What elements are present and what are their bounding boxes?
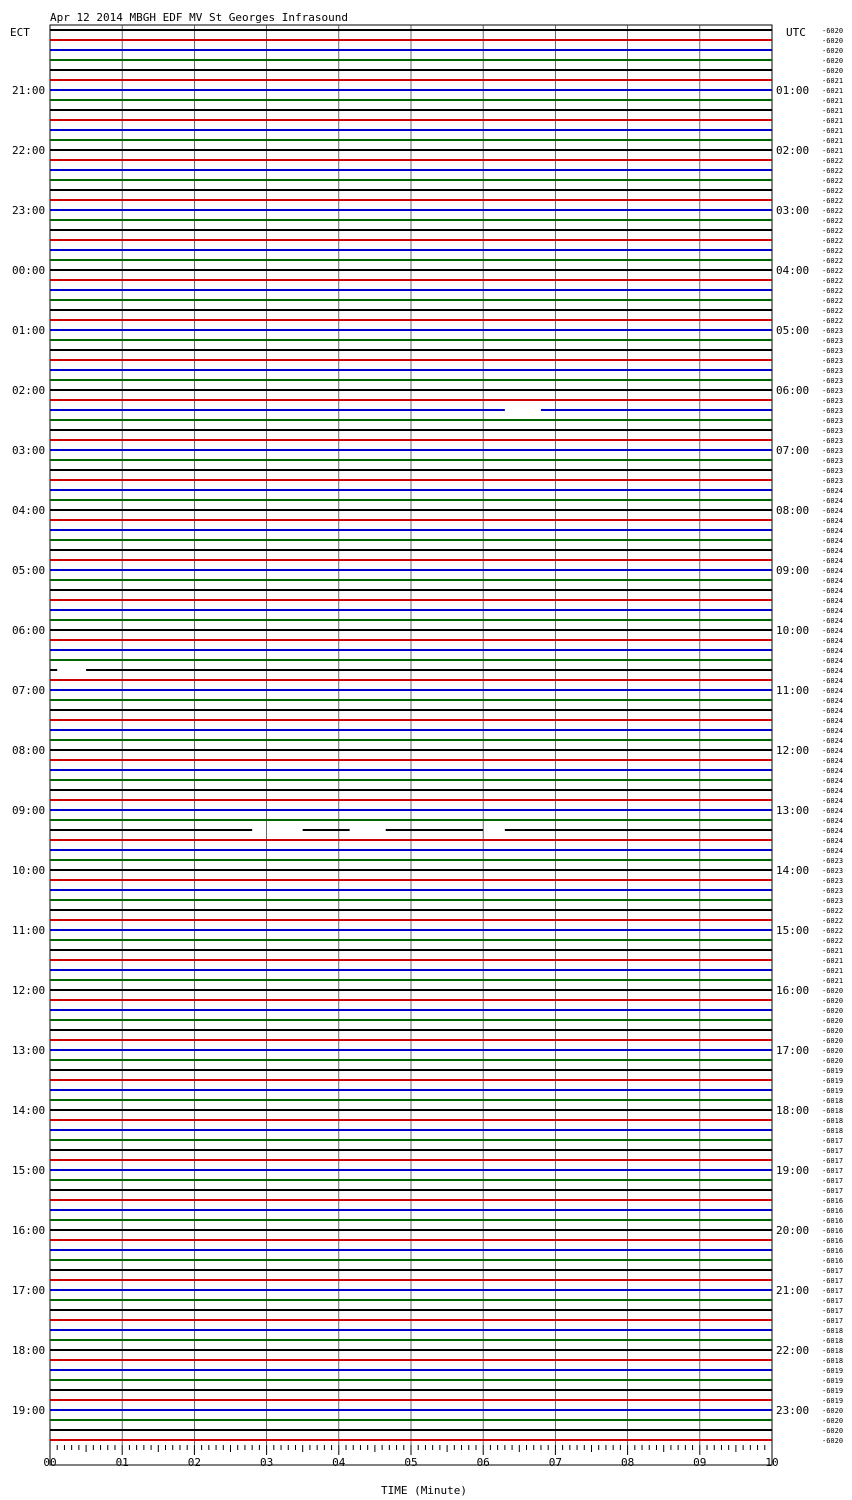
row-value-label: -6020 xyxy=(822,67,844,75)
x-tick-label: 00 xyxy=(43,1456,57,1469)
row-value-label: -6022 xyxy=(822,187,844,195)
right-hour-label: 10:00 xyxy=(776,624,810,637)
row-value-label: -6024 xyxy=(822,777,844,785)
row-value-label: -6022 xyxy=(822,287,844,295)
x-tick-label: 04 xyxy=(332,1456,346,1469)
right-hour-label: 23:00 xyxy=(776,1404,810,1417)
row-value-label: -6017 xyxy=(822,1177,844,1185)
row-value-label: -6023 xyxy=(822,457,844,465)
left-hour-label: 02:00 xyxy=(12,384,46,397)
row-value-label: -6024 xyxy=(822,757,844,765)
row-value-label: -6022 xyxy=(822,207,844,215)
left-hour-label: 07:00 xyxy=(12,684,46,697)
row-value-label: -6022 xyxy=(822,257,844,265)
row-value-label: -6020 xyxy=(822,1047,844,1055)
right-hour-label: 17:00 xyxy=(776,1044,810,1057)
row-value-label: -6023 xyxy=(822,337,844,345)
row-value-label: -6023 xyxy=(822,367,844,375)
row-value-label: -6023 xyxy=(822,377,844,385)
right-hour-label: 02:00 xyxy=(776,144,810,157)
row-value-label: -6024 xyxy=(822,707,844,715)
row-value-label: -6019 xyxy=(822,1067,844,1075)
row-value-label: -6016 xyxy=(822,1207,844,1215)
row-value-label: -6017 xyxy=(822,1307,844,1315)
row-value-label: -6024 xyxy=(822,667,844,675)
row-value-label: -6021 xyxy=(822,967,844,975)
x-tick-label: 01 xyxy=(115,1456,129,1469)
row-value-label: -6017 xyxy=(822,1187,844,1195)
row-value-label: -6022 xyxy=(822,917,844,925)
row-value-label: -6024 xyxy=(822,737,844,745)
row-value-label: -6018 xyxy=(822,1127,844,1135)
left-hour-label: 04:00 xyxy=(12,504,46,517)
row-value-label: -6016 xyxy=(822,1237,844,1245)
right-hour-label: 03:00 xyxy=(776,204,810,217)
row-value-label: -6024 xyxy=(822,647,844,655)
row-value-label: -6020 xyxy=(822,1417,844,1425)
row-value-label: -6019 xyxy=(822,1367,844,1375)
row-value-label: -6022 xyxy=(822,317,844,325)
row-value-label: -6023 xyxy=(822,477,844,485)
x-tick-label: 08 xyxy=(620,1456,635,1469)
row-value-label: -6022 xyxy=(822,177,844,185)
row-value-label: -6024 xyxy=(822,717,844,725)
right-hour-label: 14:00 xyxy=(776,864,810,877)
row-value-label: -6022 xyxy=(822,247,844,255)
x-tick-label: 09 xyxy=(693,1456,707,1469)
left-hour-label: 18:00 xyxy=(12,1344,46,1357)
x-axis-label: TIME (Minute) xyxy=(380,1484,468,1497)
row-value-label: -6018 xyxy=(822,1107,844,1115)
left-hour-label: 21:00 xyxy=(12,84,46,97)
x-tick-label: 07 xyxy=(548,1456,563,1469)
row-value-label: -6016 xyxy=(822,1257,844,1265)
left-hour-label: 23:00 xyxy=(12,204,46,217)
row-value-label: -6017 xyxy=(822,1157,844,1165)
row-value-label: -6020 xyxy=(822,1007,844,1015)
row-value-label: -6024 xyxy=(822,607,844,615)
left-timezone-label: ECT xyxy=(10,26,30,39)
row-value-label: -6020 xyxy=(822,1037,844,1045)
row-value-label: -6020 xyxy=(822,47,844,55)
row-value-label: -6017 xyxy=(822,1317,844,1325)
row-value-label: -6021 xyxy=(822,137,844,145)
row-value-label: -6020 xyxy=(822,997,844,1005)
row-value-label: -6022 xyxy=(822,167,844,175)
row-value-label: -6022 xyxy=(822,937,844,945)
row-value-label: -6020 xyxy=(822,1017,844,1025)
row-value-label: -6020 xyxy=(822,27,844,35)
row-value-label: -6017 xyxy=(822,1167,844,1175)
row-value-label: -6023 xyxy=(822,387,844,395)
row-value-label: -6023 xyxy=(822,887,844,895)
row-value-label: -6018 xyxy=(822,1337,844,1345)
right-hour-label: 07:00 xyxy=(776,444,810,457)
row-value-label: -6018 xyxy=(822,1117,844,1125)
row-value-label: -6019 xyxy=(822,1077,844,1085)
row-value-label: -6018 xyxy=(822,1357,844,1365)
right-hour-label: 05:00 xyxy=(776,324,810,337)
row-value-label: -6024 xyxy=(822,627,844,635)
row-value-label: -6022 xyxy=(822,217,844,225)
row-value-label: -6024 xyxy=(822,557,844,565)
row-value-label: -6023 xyxy=(822,437,844,445)
row-value-label: -6023 xyxy=(822,897,844,905)
right-hour-label: 06:00 xyxy=(776,384,810,397)
left-hour-label: 22:00 xyxy=(12,144,46,157)
right-hour-label: 08:00 xyxy=(776,504,810,517)
row-value-label: -6021 xyxy=(822,117,844,125)
row-value-label: -6020 xyxy=(822,987,844,995)
left-hour-label: 14:00 xyxy=(12,1104,46,1117)
row-value-label: -6017 xyxy=(822,1277,844,1285)
left-hour-label: 12:00 xyxy=(12,984,46,997)
row-value-label: -6020 xyxy=(822,1027,844,1035)
row-value-label: -6022 xyxy=(822,307,844,315)
row-value-label: -6018 xyxy=(822,1097,844,1105)
row-value-label: -6018 xyxy=(822,1327,844,1335)
row-value-label: -6022 xyxy=(822,157,844,165)
row-value-label: -6021 xyxy=(822,977,844,985)
row-value-label: -6023 xyxy=(822,867,844,875)
row-value-label: -6020 xyxy=(822,1437,844,1445)
row-value-label: -6024 xyxy=(822,767,844,775)
row-value-label: -6017 xyxy=(822,1267,844,1275)
left-hour-label: 00:00 xyxy=(12,264,46,277)
row-value-label: -6024 xyxy=(822,797,844,805)
right-hour-label: 04:00 xyxy=(776,264,810,277)
row-value-label: -6023 xyxy=(822,407,844,415)
row-value-label: -6023 xyxy=(822,447,844,455)
row-value-label: -6023 xyxy=(822,877,844,885)
left-hour-label: 17:00 xyxy=(12,1284,46,1297)
row-value-label: -6024 xyxy=(822,577,844,585)
left-hour-label: 10:00 xyxy=(12,864,46,877)
left-hour-label: 19:00 xyxy=(12,1404,46,1417)
row-value-label: -6024 xyxy=(822,827,844,835)
row-value-label: -6024 xyxy=(822,697,844,705)
right-hour-label: 16:00 xyxy=(776,984,810,997)
row-value-label: -6021 xyxy=(822,97,844,105)
left-hour-label: 03:00 xyxy=(12,444,46,457)
row-value-label: -6024 xyxy=(822,687,844,695)
x-tick-label: 02 xyxy=(187,1456,202,1469)
row-value-label: -6017 xyxy=(822,1137,844,1145)
row-value-label: -6016 xyxy=(822,1247,844,1255)
row-value-label: -6021 xyxy=(822,947,844,955)
left-hour-label: 01:00 xyxy=(12,324,46,337)
row-value-label: -6021 xyxy=(822,957,844,965)
left-hour-label: 09:00 xyxy=(12,804,46,817)
row-value-label: -6016 xyxy=(822,1197,844,1205)
row-value-label: -6020 xyxy=(822,37,844,45)
row-value-label: -6022 xyxy=(822,297,844,305)
row-value-label: -6021 xyxy=(822,147,844,155)
right-hour-label: 12:00 xyxy=(776,744,810,757)
left-hour-label: 05:00 xyxy=(12,564,46,577)
row-value-label: -6023 xyxy=(822,327,844,335)
left-hour-label: 13:00 xyxy=(12,1044,46,1057)
row-value-label: -6019 xyxy=(822,1087,844,1095)
row-value-label: -6024 xyxy=(822,817,844,825)
row-value-label: -6022 xyxy=(822,197,844,205)
right-hour-label: 19:00 xyxy=(776,1164,810,1177)
row-value-label: -6024 xyxy=(822,747,844,755)
row-value-label: -6024 xyxy=(822,657,844,665)
left-hour-label: 16:00 xyxy=(12,1224,46,1237)
row-value-label: -6024 xyxy=(822,537,844,545)
row-value-label: -6017 xyxy=(822,1287,844,1295)
row-value-label: -6024 xyxy=(822,787,844,795)
row-value-label: -6024 xyxy=(822,507,844,515)
row-value-label: -6023 xyxy=(822,467,844,475)
x-tick-label: 05 xyxy=(404,1456,418,1469)
row-value-label: -6020 xyxy=(822,57,844,65)
right-hour-label: 01:00 xyxy=(776,84,810,97)
row-value-label: -6021 xyxy=(822,87,844,95)
row-value-label: -6024 xyxy=(822,497,844,505)
row-value-label: -6019 xyxy=(822,1387,844,1395)
row-value-label: -6017 xyxy=(822,1147,844,1155)
row-value-label: -6019 xyxy=(822,1397,844,1405)
x-tick-label: 03 xyxy=(259,1456,274,1469)
row-value-label: -6016 xyxy=(822,1217,844,1225)
right-hour-label: 20:00 xyxy=(776,1224,810,1237)
x-tick-label: 10 xyxy=(765,1456,779,1469)
left-hour-label: 08:00 xyxy=(12,744,46,757)
row-value-label: -6024 xyxy=(822,567,844,575)
row-value-label: -6024 xyxy=(822,637,844,645)
row-value-label: -6022 xyxy=(822,267,844,275)
right-timezone-label: UTC xyxy=(786,26,806,39)
row-value-label: -6023 xyxy=(822,427,844,435)
row-value-label: -6024 xyxy=(822,587,844,595)
left-hour-label: 11:00 xyxy=(12,924,46,937)
row-value-label: -6022 xyxy=(822,927,844,935)
row-value-label: -6024 xyxy=(822,517,844,525)
row-value-label: -6023 xyxy=(822,417,844,425)
row-value-label: -6024 xyxy=(822,617,844,625)
left-hour-label: 06:00 xyxy=(12,624,46,637)
row-value-label: -6020 xyxy=(822,1407,844,1415)
right-hour-label: 21:00 xyxy=(776,1284,810,1297)
right-hour-label: 11:00 xyxy=(776,684,810,697)
row-value-label: -6024 xyxy=(822,597,844,605)
row-value-label: -6024 xyxy=(822,807,844,815)
row-value-label: -6023 xyxy=(822,397,844,405)
right-hour-label: 22:00 xyxy=(776,1344,810,1357)
row-value-label: -6023 xyxy=(822,357,844,365)
row-value-label: -6022 xyxy=(822,277,844,285)
row-value-label: -6024 xyxy=(822,547,844,555)
row-value-label: -6024 xyxy=(822,527,844,535)
right-hour-label: 18:00 xyxy=(776,1104,810,1117)
row-value-label: -6023 xyxy=(822,857,844,865)
right-hour-label: 13:00 xyxy=(776,804,810,817)
row-value-label: -6022 xyxy=(822,227,844,235)
right-hour-label: 15:00 xyxy=(776,924,810,937)
row-value-label: -6024 xyxy=(822,727,844,735)
x-tick-label: 06 xyxy=(476,1456,490,1469)
row-value-label: -6021 xyxy=(822,127,844,135)
right-hour-label: 09:00 xyxy=(776,564,810,577)
row-value-label: -6020 xyxy=(822,1427,844,1435)
row-value-label: -6024 xyxy=(822,847,844,855)
row-value-label: -6024 xyxy=(822,487,844,495)
row-value-label: -6022 xyxy=(822,907,844,915)
row-value-label: -6016 xyxy=(822,1227,844,1235)
row-value-label: -6018 xyxy=(822,1347,844,1355)
row-value-label: -6023 xyxy=(822,347,844,355)
row-value-label: -6021 xyxy=(822,77,844,85)
chart-title: Apr 12 2014 MBGH EDF MV St Georges Infrasound xyxy=(50,11,349,24)
row-value-label: -6024 xyxy=(822,677,844,685)
row-value-label: -6024 xyxy=(822,837,844,845)
row-value-label: -6021 xyxy=(822,107,844,115)
left-hour-label: 15:00 xyxy=(12,1164,46,1177)
row-value-label: -6022 xyxy=(822,237,844,245)
row-value-label: -6017 xyxy=(822,1297,844,1305)
row-value-label: -6020 xyxy=(822,1057,844,1065)
row-value-label: -6019 xyxy=(822,1377,844,1385)
